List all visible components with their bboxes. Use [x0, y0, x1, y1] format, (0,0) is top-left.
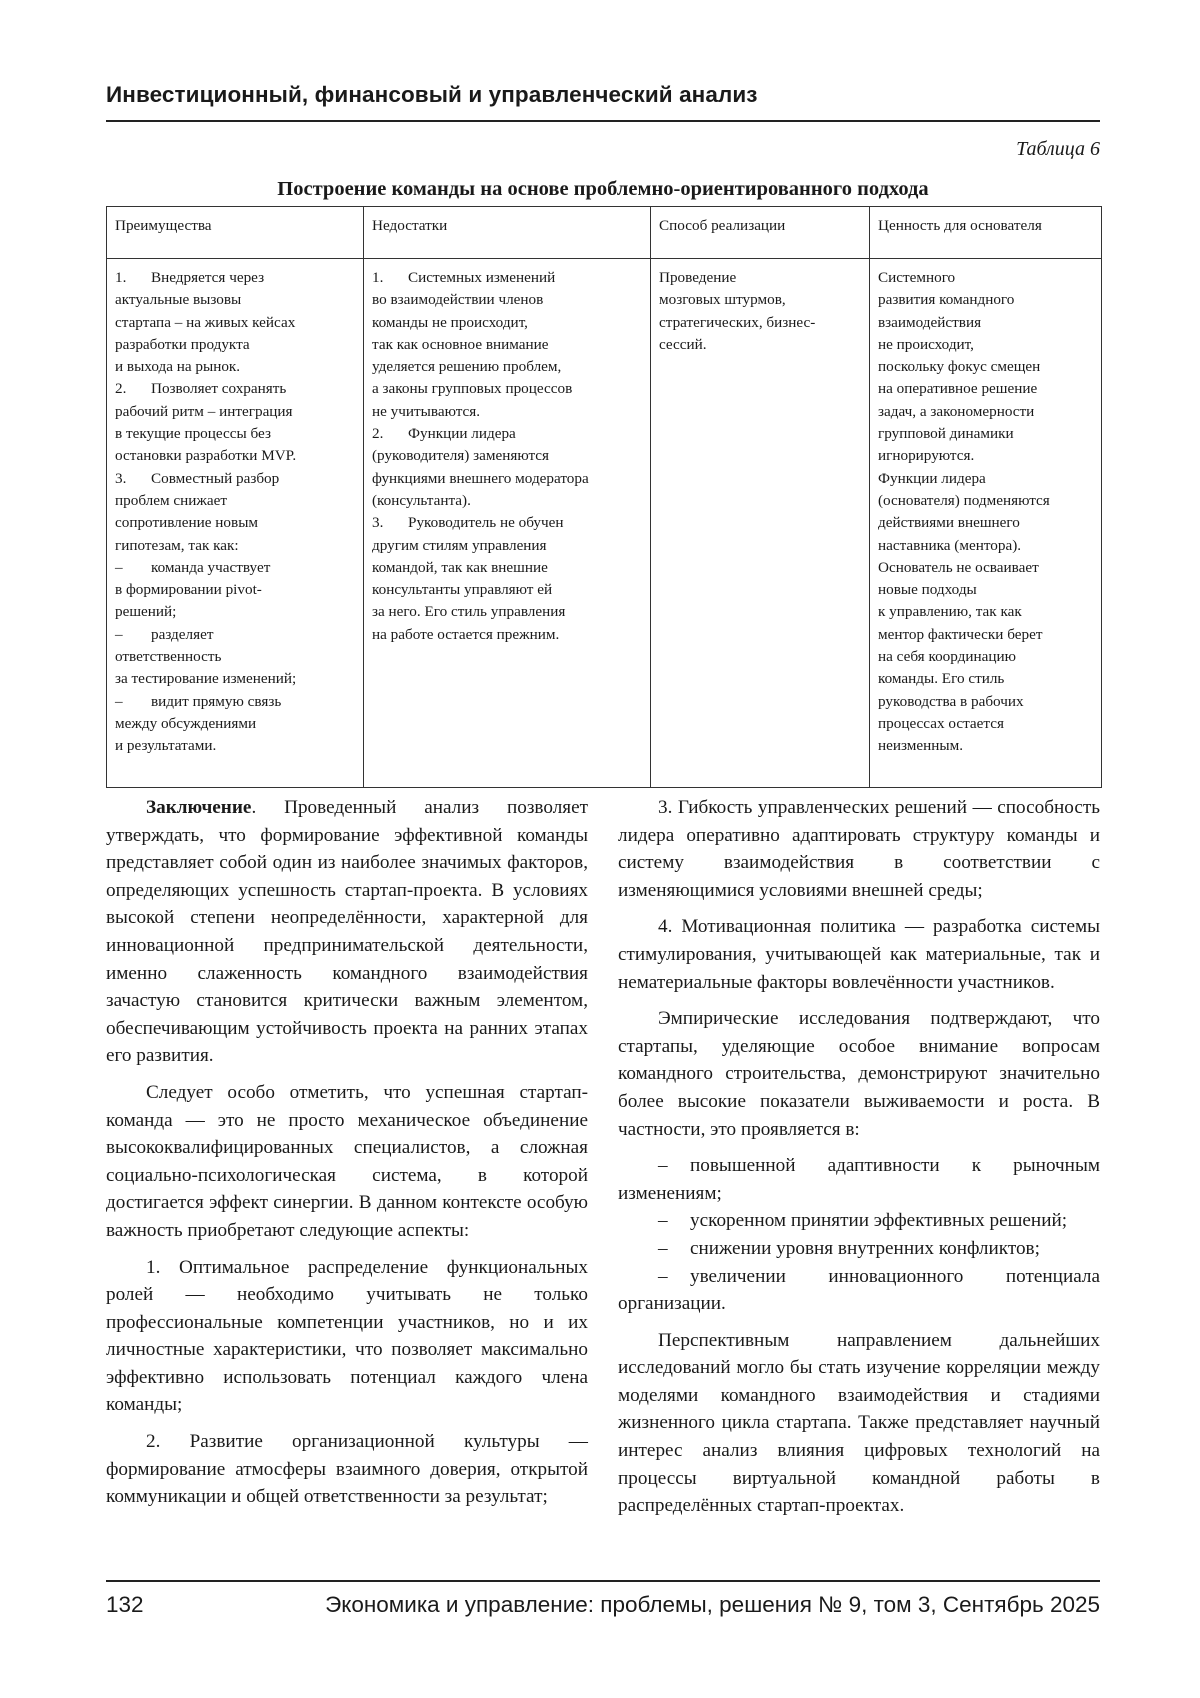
item-marker: 1.: [372, 269, 384, 286]
line-text: другим стилям управления: [372, 536, 547, 554]
line-text: так как основное внимание: [372, 335, 549, 353]
aspect-item-2: 2. Развитие организационной культуры — формирование атмосферы взаимного доверия, открытой коммуникации и общей ответственности за результат;: [106, 1431, 588, 1508]
line-text: в текущие процессы без: [115, 425, 271, 443]
table-cell-line: [659, 334, 861, 356]
table-header-row: [107, 207, 1102, 259]
line-text: к управлению, так как: [878, 603, 1022, 621]
line-text: Системных изменений: [408, 269, 556, 286]
line-text: групповой динамики: [878, 425, 1014, 443]
line-text: действиями внешнего: [878, 514, 1020, 532]
table-cell-line: [878, 356, 1093, 378]
line-text: Внедряется через: [151, 269, 265, 286]
line-text: процессах остается: [878, 714, 1004, 732]
table-cell-line: [372, 356, 642, 378]
line-text: между обсуждениями: [115, 714, 257, 732]
line-text: консультанты управляют ей: [372, 581, 553, 599]
line-text: команда участвует: [151, 558, 271, 576]
line-text: в формировании pivot-: [115, 581, 262, 599]
list-item: – увеличении инновационного потенциала организации.: [618, 1265, 1100, 1315]
line-text: ответственность: [115, 648, 222, 666]
item-marker: 2.: [115, 380, 127, 398]
conclusion-text: . Проведенный анализ позволяет утверждать, что формирование эффективной команды представляет собой один из наиболее значимых факторов, определяющих успешность стартап-проекта. В условиях высокой степени неопределённости, характерной для инновационной предпринимательской деятельности, именно слаженность командного взаимодействия зачастую становится критически важным элементом, обеспечивающим устойчивость проекта на ранних этапах его развития.: [106, 797, 588, 1067]
line-text: за него. Его стиль управления: [372, 603, 566, 621]
line-text: Проведение: [659, 269, 737, 286]
table-cell-line: [878, 557, 1093, 579]
table-cell-line: [372, 624, 642, 646]
table-cell-line: [115, 401, 355, 423]
list-item: – ускоренном принятии эффективных решений;: [658, 1210, 1068, 1232]
synergy-paragraph: Следует особо отметить, что успешная стартап-команда — это не просто механическое объединение высококвалифицированных специалистов, а сложная социально-психологическая система, в которой достигается эффект синергии. В данном контексте особую важность приобретают следующие аспекты:: [106, 1081, 588, 1241]
table-title: Построение команды на основе проблемно-ориентированного подхода: [277, 178, 929, 200]
header-founder-value: Ценность для основателя: [870, 207, 1102, 259]
cell-advantages: [107, 259, 364, 788]
line-text: (руководителя) заменяются: [372, 447, 550, 465]
line-text: рабочий ритм – интеграция: [115, 402, 293, 420]
table-cell-line: [372, 378, 642, 400]
table-cell-line: [878, 535, 1093, 557]
conclusion-lead: Заключение: [146, 797, 252, 818]
aspect-item-4: 4. Мотивационная политика — разработка системы стимулирования, учитывающей как материальные, так и нематериальные факторы вовлечённости участников.: [618, 916, 1100, 993]
table-cell-line: [878, 378, 1093, 400]
table-cell-line: [115, 289, 355, 311]
line-text: командой, так как внешние: [372, 558, 548, 576]
header-disadvantages: Недостатки: [364, 207, 651, 259]
line-text: за тестирование изменений;: [115, 670, 297, 688]
table-cell-line: [659, 312, 861, 334]
header-rule: [106, 120, 1100, 122]
table-cell-line: [878, 512, 1093, 534]
table-cell-line: [878, 624, 1093, 646]
line-text: разработки продукта: [115, 335, 250, 353]
line-text: не учитываются.: [372, 402, 481, 420]
line-text: команды. Его стиль: [878, 670, 1005, 688]
line-text: (консультанта).: [372, 491, 471, 509]
line-text: игнорируются.: [878, 447, 975, 465]
line-text: руководства в рабочих: [878, 692, 1024, 710]
line-text: и выхода на рынок.: [115, 358, 241, 376]
table-cell-line: [372, 401, 642, 423]
table-cell-line: [115, 713, 355, 735]
line-text: команды не происходит,: [372, 313, 528, 331]
table-cell-line: [878, 289, 1093, 311]
running-title: Инвестиционный, финансовый и управленческий анализ: [106, 82, 758, 107]
table-cell-line: [878, 668, 1093, 690]
table-cell-line: [878, 312, 1093, 334]
line-text: и результатами.: [115, 737, 217, 755]
table-cell-line: [115, 601, 355, 623]
line-text: взаимодействия: [878, 313, 982, 331]
cell-disadvantages: [364, 259, 651, 788]
table-cell-line: [372, 535, 642, 557]
line-text: проблем снижает: [115, 491, 228, 509]
table-cell-line: [115, 691, 355, 713]
line-text: новые подходы: [878, 581, 977, 599]
table-cell-line: [115, 735, 355, 757]
list-item: – снижении уровня внутренних конфликтов;: [658, 1237, 1040, 1259]
table-cell-line: [115, 624, 355, 646]
table-cell-line: [878, 735, 1093, 757]
line-text: неизменным.: [878, 737, 963, 755]
aspect-item-3: 3. Гибкость управленческих решений — способность лидера оперативно адаптировать структуру команды и систему взаимодействия в соответствии с изменяющимися условиями внешней среды;: [618, 797, 1100, 901]
table-cell-line: [115, 267, 355, 289]
line-text: видит прямую связь: [151, 692, 282, 710]
table-cell-line: [372, 579, 642, 601]
table-cell-line: [115, 468, 355, 490]
table-cell-line: [878, 646, 1093, 668]
table-cell-line: [878, 334, 1093, 356]
table-cell-line: [659, 267, 861, 289]
line-text: остановки разработки MVP.: [115, 447, 297, 465]
table-cell-line: [372, 557, 642, 579]
conclusion-paragraph: [106, 794, 588, 1070]
line-text: сопротивление новым: [115, 514, 259, 532]
line-text: на оперативное решение: [878, 380, 1038, 398]
right-column: [618, 794, 1100, 1529]
future-research-paragraph: Перспективным направлением дальнейших исследований могло бы стать изучение корреляции между моделями командного взаимодействия и стадиями жизненного цикла стартапа. Также представляет научный интерес анализ влияния цифровых технологий на процессы виртуальной командной работы в распределённых стартап-проектах.: [618, 1329, 1100, 1517]
table-cell-line: [372, 490, 642, 512]
table-cell-line: [372, 267, 642, 289]
table-cell-line: [115, 356, 355, 378]
item-marker: –: [115, 625, 123, 643]
table-cell-line: [878, 601, 1093, 623]
line-text: мозговых штурмов,: [659, 291, 786, 309]
table-cell-line: [115, 378, 355, 400]
line-text: разделяет: [151, 625, 214, 643]
line-text: стартапа – на живых кейсах: [115, 313, 296, 331]
item-marker: –: [115, 692, 123, 710]
line-text: развития командного: [878, 291, 1015, 309]
table-cell-line: [878, 401, 1093, 423]
table-cell-line: [878, 691, 1093, 713]
line-text: не происходит,: [878, 335, 974, 353]
table-cell-line: [878, 468, 1093, 490]
item-marker: 1.: [115, 269, 127, 286]
line-text: уделяется решению проблем,: [372, 358, 562, 376]
line-text: на себя координацию: [878, 648, 1016, 666]
table-cell-line: [878, 423, 1093, 445]
table-cell-line: [878, 490, 1093, 512]
cell-method: [651, 259, 870, 788]
line-text: стратегических, бизнес-: [659, 313, 816, 331]
line-text: решений;: [115, 603, 177, 621]
header-advantages: Преимущества: [107, 207, 364, 259]
table-cell-line: [115, 535, 355, 557]
line-text: ментор фактически берет: [878, 625, 1043, 643]
line-text: во взаимодействии членов: [372, 291, 544, 309]
table-cell-line: [878, 713, 1093, 735]
table-cell-line: [372, 312, 642, 334]
item-marker: 3.: [115, 469, 127, 487]
line-text: Основатель не осваивает: [878, 558, 1039, 576]
line-text: Системного: [878, 269, 956, 286]
table-cell-line: [659, 289, 861, 311]
table-row: [107, 259, 1102, 788]
table-cell-line: [372, 423, 642, 445]
aspect-item-1: 1. Оптимальное распределение функциональных ролей — необходимо учитывать не только профессиональные компетенции участников, но и их личностные характеристики, что позволяет максимально эффективно использовать потенциал каждого члена команды;: [106, 1256, 588, 1416]
team-building-table: [106, 206, 1102, 788]
line-text: а законы групповых процессов: [372, 380, 573, 398]
table-cell-line: [372, 468, 642, 490]
item-marker: 2.: [372, 425, 384, 443]
line-text: на работе остается прежним.: [372, 625, 560, 643]
line-text: Функции лидера: [878, 469, 986, 487]
table-cell-line: [115, 334, 355, 356]
line-text: Совместный разбор: [151, 469, 280, 487]
line-text: гипотезам, так как:: [115, 536, 239, 554]
line-text: (основателя) подменяются: [878, 491, 1050, 509]
line-text: сессий.: [659, 335, 707, 353]
table-cell-line: [115, 646, 355, 668]
table-cell-line: [115, 445, 355, 467]
table-cell-line: [372, 334, 642, 356]
line-text: Руководитель не обучен: [408, 514, 564, 532]
table-cell-line: [115, 579, 355, 601]
table-cell-line: [115, 557, 355, 579]
empirical-paragraph: Эмпирические исследования подтверждают, что стартапы, уделяющие особое внимание вопросам командного строительства, демонстрируют значительно более высокие показатели выживаемости и роста. В частности, это проявляется в:: [618, 1008, 1100, 1140]
line-text: Функции лидера: [408, 425, 516, 443]
table-cell-line: [372, 289, 642, 311]
line-text: поскольку фокус смещен: [878, 358, 1041, 376]
table-cell-line: [115, 668, 355, 690]
table-cell-line: [115, 512, 355, 534]
table-cell-line: [115, 490, 355, 512]
line-text: функциями внешнего модератора: [372, 469, 589, 487]
line-text: наставника (ментора).: [878, 536, 1022, 554]
table-cell-line: [878, 267, 1093, 289]
item-marker: –: [115, 558, 123, 576]
table-cell-line: [372, 512, 642, 534]
footer-rule: [106, 1580, 1100, 1582]
page-number: 132: [106, 1592, 144, 1617]
table-cell-line: [115, 312, 355, 334]
list-item: – повышенной адаптивности к рыночным изменениям;: [618, 1155, 1100, 1204]
table-cell-line: [878, 579, 1093, 601]
table-cell-line: [878, 445, 1093, 467]
table-label: Таблица 6: [1016, 138, 1100, 160]
left-column: [106, 794, 588, 1520]
item-marker: 3.: [372, 514, 384, 532]
line-text: актуальные вызовы: [115, 291, 242, 309]
header-method: Способ реализации: [651, 207, 870, 259]
cell-founder-value: [870, 259, 1102, 788]
line-text: задач, а закономерности: [878, 402, 1035, 420]
table-cell-line: [115, 423, 355, 445]
table-cell-line: [372, 445, 642, 467]
journal-citation: Экономика и управление: проблемы, решения № 9, том 3, Сентябрь 2025: [325, 1592, 1100, 1617]
table-cell-line: [372, 601, 642, 623]
line-text: Позволяет сохранять: [151, 380, 287, 398]
